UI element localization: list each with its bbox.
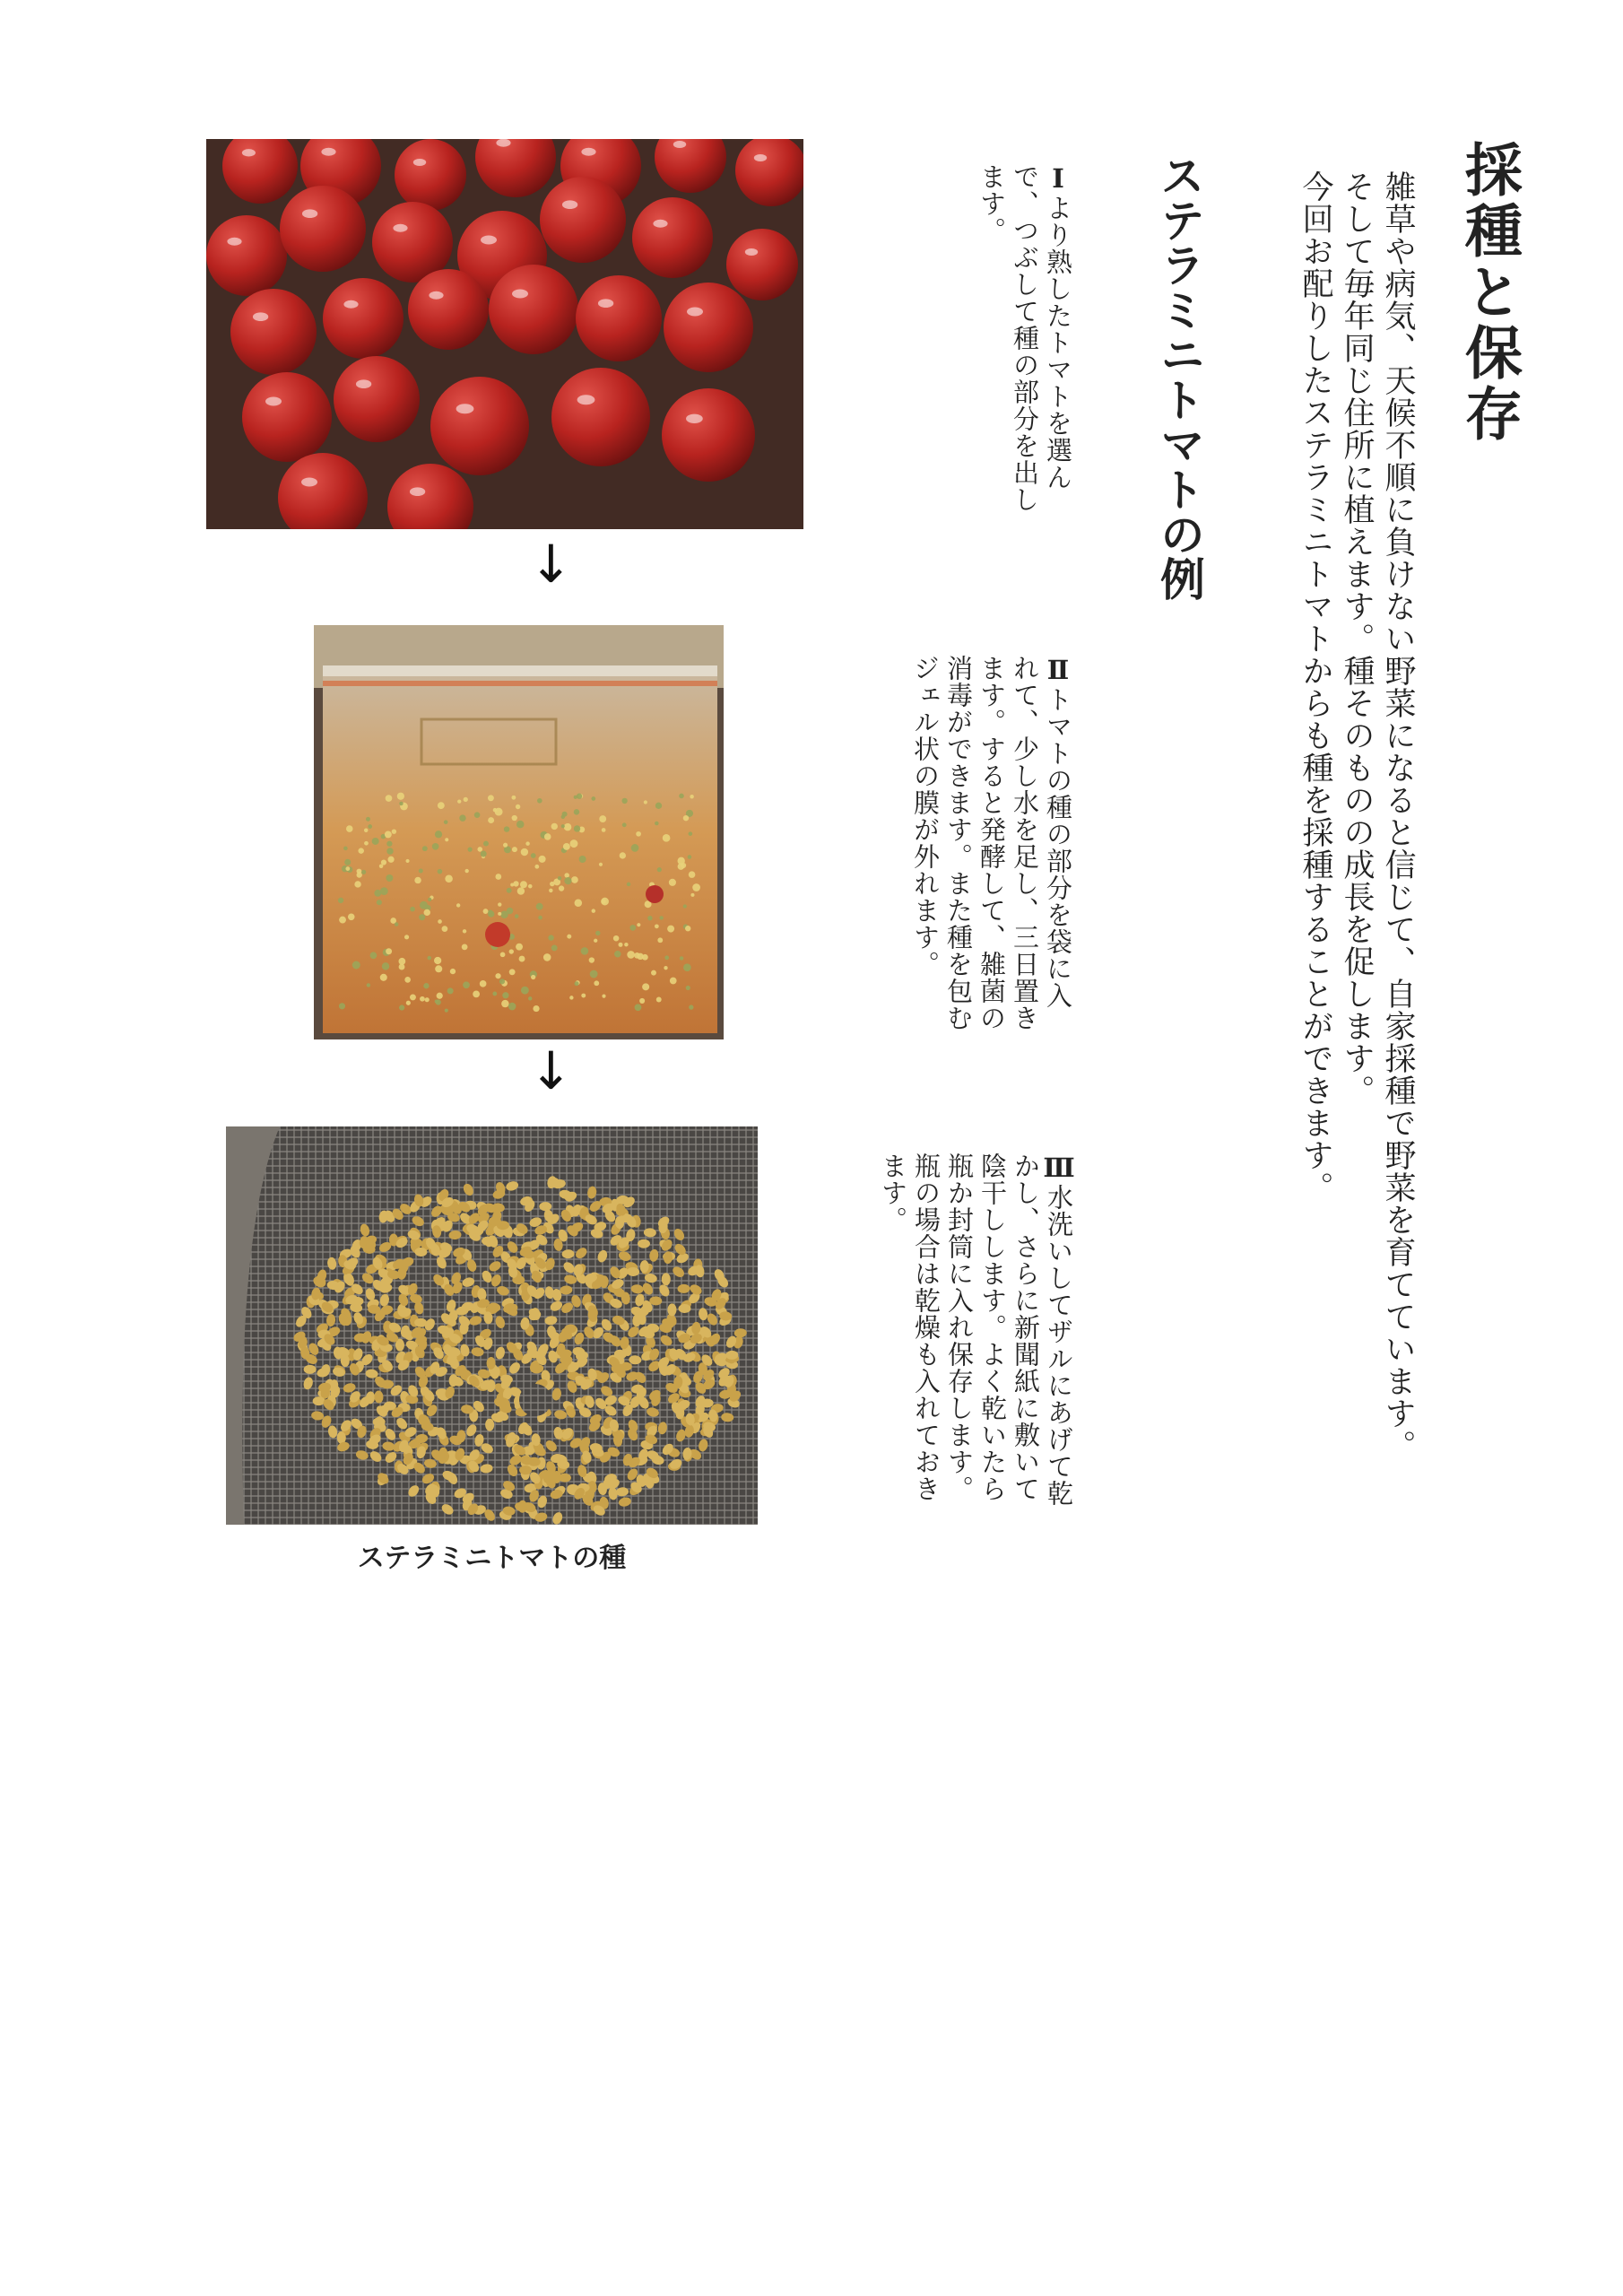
step-2: [859, 655, 1074, 1031]
intro-paragraph: 今回お配りしたステラミニトマトからも種を採種することができます。: [1298, 170, 1333, 1204]
down-arrow-icon: ↓: [529, 1040, 573, 1101]
intro-text: [1284, 170, 1419, 1498]
step-number: Ⅲ: [1044, 1152, 1074, 1184]
step-number: Ⅰ: [1043, 163, 1073, 195]
fermenting-seeds-bag-photo: [314, 625, 724, 1039]
step-text: トマトの種の部分を袋に入れて、少し水を足し、三日置きます。すると発酵して、雑菌の消毒ができます。また種を包むジェル状の膜が外れます。: [910, 655, 1073, 1031]
photo-caption: ステラミニトマトの種: [357, 1543, 627, 1574]
step-text: 水洗いしてザルにあげて乾かし、さらに新聞紙に敷いて陰干しします。よく乾いたら瓶か封筒に入れ保存します。瓶の場合は乾燥も入れておきます。: [878, 1152, 1074, 1507]
dried-seeds-sieve-photo: [226, 1126, 758, 1525]
page-title: 採種と保存: [1455, 140, 1522, 445]
down-arrow-icon: ↓: [529, 534, 573, 595]
step-3: [865, 1152, 1075, 1520]
step-number: Ⅱ: [1043, 655, 1073, 686]
cherry-tomatoes-photo: [206, 139, 803, 529]
section-title: ステラミニトマトの例: [1153, 152, 1205, 601]
intro-paragraph: そして毎年同じ住所に植えます。種そのものの成長を促します。: [1339, 170, 1375, 1107]
intro-paragraph: 雑草や病気、天候不順に負けない野菜になると信じて、自家採種で野菜を育てています。: [1380, 170, 1416, 1462]
step-1: [971, 163, 1074, 531]
step-text: より熟したトマトを選んで、つぶして種の部分を出します。: [976, 163, 1073, 513]
